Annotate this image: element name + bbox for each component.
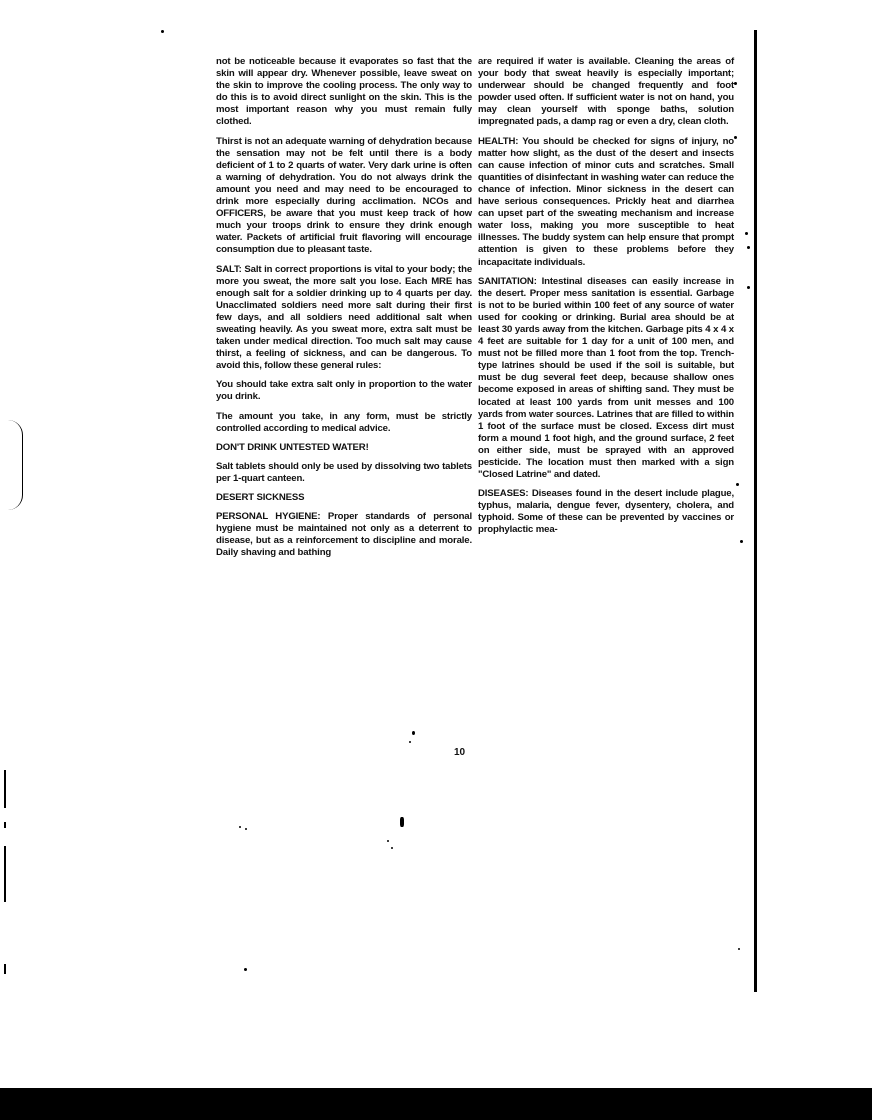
scan-edge-line xyxy=(754,30,757,992)
right-column xyxy=(478,56,734,544)
scan-speck xyxy=(734,82,737,85)
heading-untested-water: DON'T DRINK UNTESTED WATER! xyxy=(216,441,369,453)
scan-margin-bracket xyxy=(8,420,23,510)
scan-speck xyxy=(161,30,164,33)
scan-bottom-border xyxy=(0,1088,872,1120)
scan-speck xyxy=(239,826,241,828)
scan-speck xyxy=(412,731,415,735)
page-number: 10 xyxy=(454,747,466,758)
scan-speck xyxy=(245,828,247,830)
scan-speck xyxy=(387,840,389,842)
scan-speck xyxy=(400,817,404,827)
scan-speck xyxy=(745,232,748,235)
scan-speck xyxy=(244,968,247,971)
scan-speck xyxy=(736,483,739,486)
paragraph-hygiene-continued: are required if water is available. Cleaning the areas of your body that sweat heavily is especially important; underwear should be changed frequently and foot powder used often. If sufficient water is not on hand, you may clean yourself with sponge baths, solution impregnated pads, a damp rag or even a dry, clean cloth. xyxy=(478,56,734,128)
paragraph-thirst: Thirst is not an adequate warning of dehydration because the sensation may not be felt until there is a body deficient of 1 to 2 quarts of water. Very dark urine is often a warning of dehydration. You do not always drink the amount you need and may need to be encouraged to drink more especially during acclimation. NCOs and OFFICERS, be aware that you must keep track of how much your troops drink to ensure they drink enough water. Packets of artificial fruit flavoring will encourage consumption due to pleasant taste. xyxy=(216,135,472,256)
paragraph-sanitation: SANITATION: Intestinal diseases can easily increase in the desert. Proper mess sanitation is essential. Garbage is not to be buried within 100 feet of any source of water used for cooking or drinking. Burial area should be at least 30 yards away from the kitchen. Garbage pits 4 x 4 x 4 feet are suitable for 1 day for a unit of 100 men, and must not be filled more than 1 foot from the top. Trench-type latrines should be used if the soil is suitable, but must be dug several feet deep, because shallow ones become exposed in areas of shifting sand. They must be located at least 100 yards from unit messes and 100 yards from water sources. Latrines that are filled to within 1 foot of the surface must be closed. Excess dirt must form a mound 1 foot high, and the ground surface, 2 feet on either side, must be sprayed with an approved pesticide. The location must then marked with a sign "Closed Latrine" and dated. xyxy=(478,275,734,481)
paragraph-salt-rule-2: The amount you take, in any form, must be strictly controlled according to medical advice. xyxy=(216,410,472,434)
paragraph-health: HEALTH: You should be checked for signs of injury, no matter how slight, as the dust of the desert and insects can cause infection of minor cuts and scratches. Small quantities of disinfectant in washing water can reduce the chance of infection. Minor sickness in the desert can have serious consequences. Prickly heat and diarrhea can upset part of the sweating mechanism and increase water loss, making you more susceptible to heat illnesses. The buddy system can help ensure that prompt attention is given to these problems before they incapacitate individuals. xyxy=(478,135,734,268)
scan-speck xyxy=(391,847,393,849)
paragraph-salt-tablets: Salt tablets should only be used by dissolving two tablets per 1-quart canteen. xyxy=(216,460,472,484)
scan-margin-mark xyxy=(4,964,6,974)
scan-speck xyxy=(747,246,750,249)
scan-margin-mark xyxy=(4,770,6,808)
left-column xyxy=(216,56,472,566)
heading-desert-sickness: DESERT SICKNESS xyxy=(216,492,305,503)
paragraph-salt: SALT: Salt in correct proportions is vital to your body; the more you sweat, the more salt you lose. Each MRE has enough salt for a soldier drinking up to 4 quarts per day. Unacclimated soldiers need more salt during their first few days, and all soldiers need additional salt when sweating heavily. As you sweat more, extra salt must be taken under medical direction. Too much salt may cause thirst, a feeling of sickness, and can be dangerous. To avoid this, follow these general rules: xyxy=(216,263,472,372)
paragraph-salt-rule-1: You should take extra salt only in proportion to the water you drink. xyxy=(216,379,472,403)
paragraph-diseases: DISEASES: Diseases found in the desert include plague, typhus, malaria, dengue fever, dysentery, cholera, and typhoid. Some of these can be prevented by vaccines or prophylactic mea- xyxy=(478,488,734,536)
scan-margin-mark xyxy=(4,846,6,902)
scan-speck xyxy=(738,948,740,950)
paragraph-personal-hygiene: PERSONAL HYGIENE: Proper standards of personal hygiene must be maintained not only as a deterrent to disease, but as a reinforcement to discipline and morale. Daily shaving and bathing xyxy=(216,511,472,559)
paragraph-evaporation: not be noticeable because it evaporates so fast that the skin will appear dry. Whenever possible, leave sweat on the skin to improve the cooling process. The only way to do this is to avoid direct sunlight on the skin. This is the most important reason why you must remain fully clothed. xyxy=(216,56,472,128)
scan-speck xyxy=(409,741,411,743)
scan-speck xyxy=(734,136,737,139)
scan-speck xyxy=(747,286,750,289)
scan-margin-mark xyxy=(4,822,6,828)
scan-speck xyxy=(740,540,743,543)
